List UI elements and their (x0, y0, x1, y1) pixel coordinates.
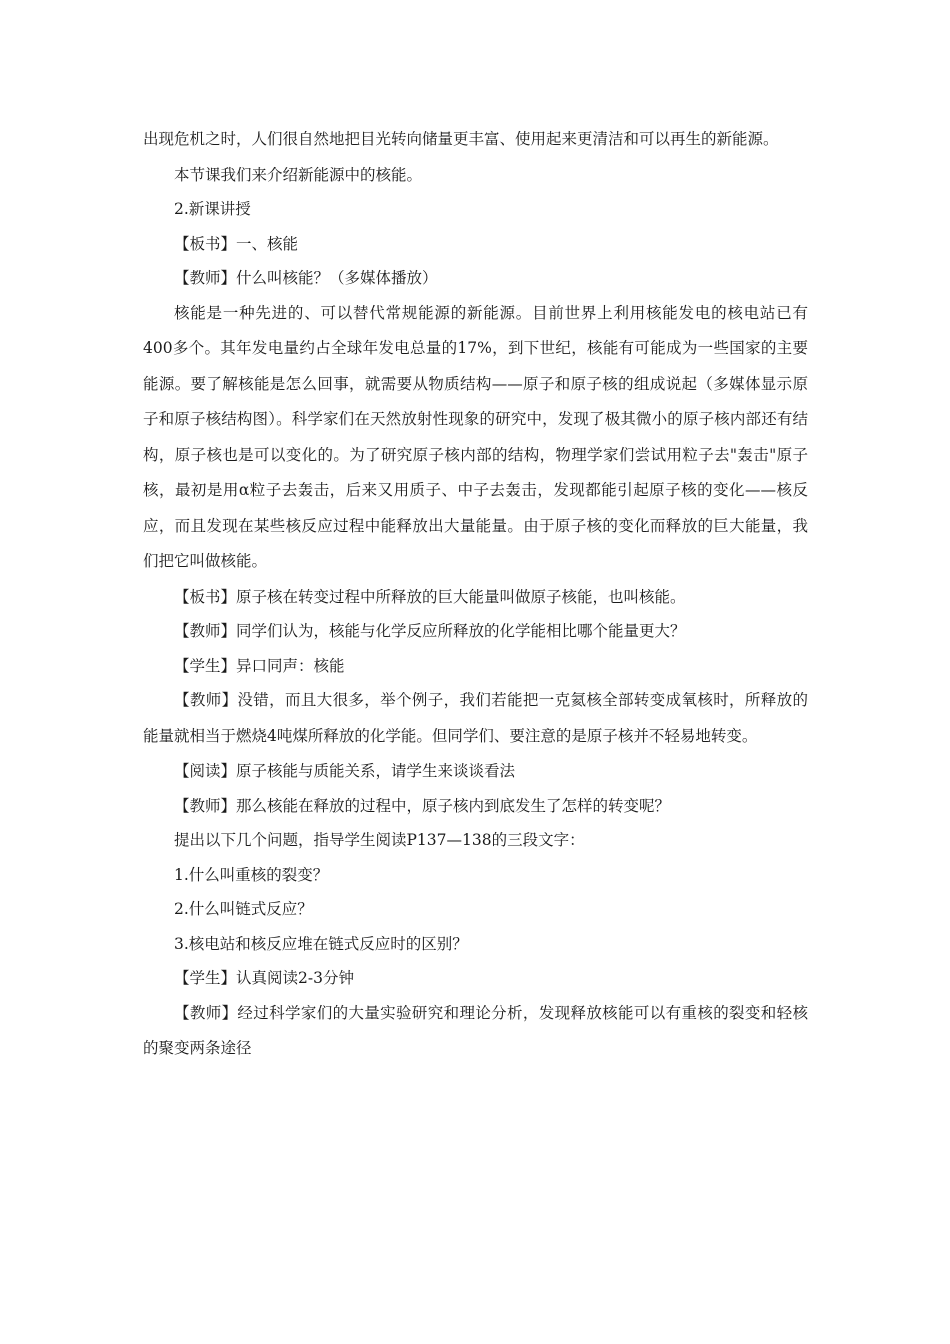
paragraph-teacher-1: 【教师】什么叫核能？（多媒体播放） (174, 269, 438, 287)
question-item-1: 1.什么叫重核的裂变？ (174, 865, 329, 884)
paragraph-student-1: 【学生】异口同声：核能 (174, 656, 345, 675)
question-item-3: 3.核电站和核反应堆在链式反应时的区别？ (174, 934, 468, 953)
section-heading-new-lesson: 2.新课讲授 (174, 200, 251, 218)
paragraph-teacher-4: 【教师】那么核能在释放的过程中，原子核内到底发生了怎样的转变呢？ (174, 796, 671, 815)
paragraph-board-1: 【板书】一、核能 (174, 234, 299, 253)
paragraph-2: 本节课我们来介绍新能源中的核能。 (174, 165, 423, 184)
paragraph-reading: 【阅读】原子核能与质能关系，请学生来谈谈看法 (174, 762, 516, 780)
paragraph-questions-intro: 提出以下几个问题，指导学生阅读P137—138的三段文字： (174, 831, 585, 849)
paragraph-1: 出现危机之时，人们很自然地把目光转向储量更丰富、使用起来更清洁和可以再生的新能源。 (143, 130, 779, 148)
paragraph-teacher-3: 【教师】没错，而且大很多，举个例子，我们若能把一克氦核全部转变成氧核时，所释放的能量就相当于燃烧4吨煤所释放的化学能。但同学们、要注意的是原子核并不轻易地转变。 (143, 691, 808, 745)
paragraph-nuclear-energy: 核能是一种先进的、可以替代常规能源的新能源。目前世界上利用核能发电的核电站已有400多个。其年发电量约占全球年发电总量的17%，到下世纪，核能有可能成为一些国家的主要能源。要了解核能是怎么回事，就需要从物质结构——原子和原子核的组成说起（多媒体显示原子和原子核结构图）。科学家们在天然放射性现象的研究中，发现了极其微小的原子核内部还有结构，原子核也是可以变化的。为了研究原子核内部的结构，物理学家们尝试用粒子去"轰击"原子核，最初是用α粒子去轰击，后来又用质子、中子去轰击，发现都能引起原子核的变化——核反应，而且发现在某些核反应过程中能释放出大量能量。由于原子核的变化而释放的巨大能量，我们把它叫做核能。 (143, 303, 808, 570)
paragraph-teacher-5: 【教师】经过科学家们的大量实验研究和理论分析，发现释放核能可以有重核的裂变和轻核的聚变两条途径 (143, 1003, 808, 1057)
document-body (143, 122, 808, 1067)
paragraph-teacher-2: 【教师】同学们认为，核能与化学反应所释放的化学能相比哪个能量更大？ (174, 622, 686, 640)
paragraph-board-2: 【板书】原子核在转变过程中所释放的巨大能量叫做原子核能，也叫核能。 (174, 587, 686, 606)
paragraph-student-2: 【学生】认真阅读2-3分钟 (174, 969, 354, 987)
question-item-2: 2.什么叫链式反应？ (174, 900, 313, 918)
